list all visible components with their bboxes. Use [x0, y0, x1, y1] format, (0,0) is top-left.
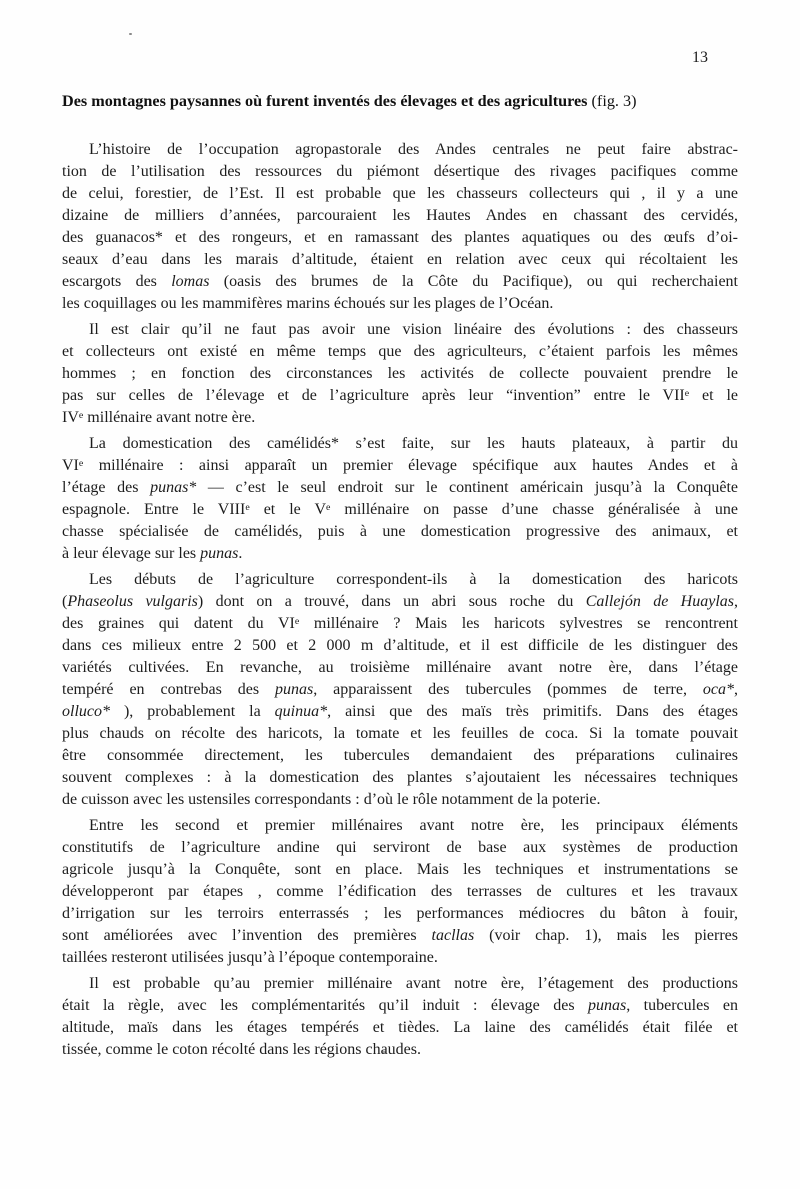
figure-reference: (fig. 3): [587, 92, 637, 110]
paragraph: [62, 319, 738, 429]
superscript-ordinal: e: [684, 387, 690, 399]
text-line: souvent complexes : à la domestication des plantes s’ajoutaient les nécessaires techniques: [62, 769, 738, 786]
text-line: Il est clair qu’il ne faut pas avoir une vision linéaire des évolutions : des chasseurs: [89, 321, 738, 338]
text-line: (Phaseolus vulgaris) dont on a trouvé, dans un abri sous roche du Callejón de Huaylas,: [62, 593, 738, 610]
text-line: escargots des lomas (oasis des brumes de la Côte du Pacifique), ou qui recherchaient: [62, 273, 738, 290]
superscript-ordinal: e: [78, 409, 84, 421]
italic-term: Callejón de Huaylas: [585, 593, 734, 610]
text-line: agricole jusqu’à la Conquête, sont en place. Mais les techniques et instrumentations se: [62, 861, 738, 878]
superscript-ordinal: e: [326, 501, 331, 513]
page-number: 13: [692, 49, 708, 66]
scan-speck: [129, 33, 132, 35]
text-line: chasse spécialisée de camélidés, puis à une domestication progressive des animaux, et: [62, 523, 738, 540]
text-line: Entre les second et premier millénaires avant notre ère, les principaux éléments: [89, 817, 738, 834]
text-line: taillées resteront utilisées jusqu’à l’époque contemporaine.: [62, 949, 438, 966]
superscript-ordinal: e: [78, 457, 84, 469]
section-heading-title: Des montagnes paysannes où furent inventés des élevages et des agricultures: [62, 92, 588, 110]
text-line: plus chauds on récolte des haricots, la tomate et les feuilles de coca. Si la tomate pouvait: [62, 725, 738, 742]
text-line: hommes ; en fonction des circonstances les activités de collecte pouvaient prendre le: [62, 365, 738, 382]
italic-term: quinua*: [274, 703, 328, 720]
text-line: dizaine de milliers d’années, parcouraient les Hautes Andes en chassant des cervidés,: [62, 207, 738, 224]
italic-term: punas: [588, 997, 627, 1014]
text-line: sont améliorées avec l’invention des premières tacllas (voir chap. 1), mais les pierres: [62, 927, 739, 944]
text-line: olluco* ), probablement la quinua*, ainsi que des maïs très primitifs. Dans des étages: [62, 703, 739, 720]
text-line: et collecteurs ont existé en même temps que des agriculteurs, c’étaient parfois les mêmes: [62, 343, 738, 360]
paragraph: [62, 973, 738, 1061]
text-line: être consommée directement, les tubercules demandaient des préparations culinaires: [62, 747, 738, 764]
text-line: altitude, maïs dans les étages tempérés et tièdes. La laine des camélidés était filée et: [62, 1019, 738, 1036]
text-line: développeront par étapes , comme l’édification des terrasses de cultures et les travaux: [62, 883, 738, 900]
text-line: VIe millénaire : ainsi apparaît un premier élevage spécifique aux hautes Andes et à: [62, 457, 738, 474]
italic-term: olluco*: [62, 703, 110, 720]
italic-term: tacllas: [431, 927, 475, 944]
text-line: l’étage des punas* — c’est le seul endroit sur le continent américain jusqu’à la Conquête: [62, 479, 738, 496]
text-line: d’irrigation sur les terroirs enterrassés ; les performances médiocres du bâton à fouir,: [62, 905, 738, 922]
italic-term: Phaseolus vulgaris: [67, 593, 198, 610]
paragraph: [62, 569, 738, 811]
text-line: tissée, comme le coton récolté dans les régions chaudes.: [62, 1041, 421, 1058]
italic-term: oca*: [702, 681, 734, 698]
text-line: dans ces milieux entre 2 500 et 2 000 m d’altitude, et il est difficile de les distinguer des: [62, 637, 738, 654]
text-line: à leur élevage sur les punas.: [62, 545, 243, 562]
text-line: des graines qui datent du VIe millénaire ? Mais les haricots sylvestres se rencontrent: [62, 615, 738, 632]
text-line: des guanacos* et des rongeurs, et en ramassant des plantes aquatiques ou des œufs d’oi-: [62, 229, 738, 246]
italic-term: punas: [200, 545, 239, 562]
paragraph: [62, 139, 738, 315]
text-line: IVe millénaire avant notre ère.: [62, 409, 256, 426]
italic-term: punas: [275, 681, 314, 698]
text-line: La domestication des camélidés* s’est faite, sur les hauts plateaux, à partir du: [89, 435, 738, 452]
italic-term: lomas: [171, 273, 210, 290]
text-line: L’histoire de l’occupation agropastorale des Andes centrales ne peut faire abstrac-: [89, 141, 738, 158]
text-line: de celui, forestier, de l’Est. Il est probable que les chasseurs collecteurs qui , il y a une: [62, 185, 738, 202]
text-line: seaux d’eau dans les marais d’altitude, étaient en relation avec ceux qui récoltaient les: [62, 251, 738, 268]
text-line: constitutifs de l’agriculture andine qui serviront de base aux systèmes de production: [62, 839, 738, 856]
text-line: tempéré en contrebas des punas, apparaissent des tubercules (pommes de terre, oca*,: [62, 681, 738, 698]
paragraph: [62, 815, 738, 969]
text-line: pas sur celles de l’élevage et de l’agriculture après leur “invention” entre le VIIe et le: [62, 387, 739, 404]
italic-term: punas*: [150, 479, 197, 496]
text-line: tion de l’utilisation des ressources du piémont désertique des rivages pacifiques comme: [62, 163, 738, 180]
text-line: Il est probable qu’au premier millénaire avant notre ère, l’étagement des productions: [89, 975, 738, 992]
text-line: était la règle, avec les complémentarités qu’il induit : élevage des punas, tubercules en: [62, 997, 738, 1014]
text-line: espagnole. Entre le VIIIe et le Ve millénaire on passe d’une chasse généralisée à une: [62, 501, 739, 518]
paragraph: [62, 433, 738, 565]
superscript-ordinal: e: [294, 615, 300, 627]
body-text: [62, 139, 738, 1061]
text-line: variétés cultivées. En revanche, au troisième millénaire avant notre ère, dans l’étage: [62, 659, 738, 676]
superscript-ordinal: e: [245, 501, 250, 513]
text-line: de cuisson avec les ustensiles correspondants : d’où le rôle notamment de la poterie.: [62, 791, 601, 808]
text-line: les coquillages ou les mammifères marins échoués sur les plages de l’Océan.: [62, 295, 554, 312]
section-heading: [62, 90, 738, 112]
text-line: Les débuts de l’agriculture correspondent-ils à la domestication des haricots: [89, 571, 738, 588]
